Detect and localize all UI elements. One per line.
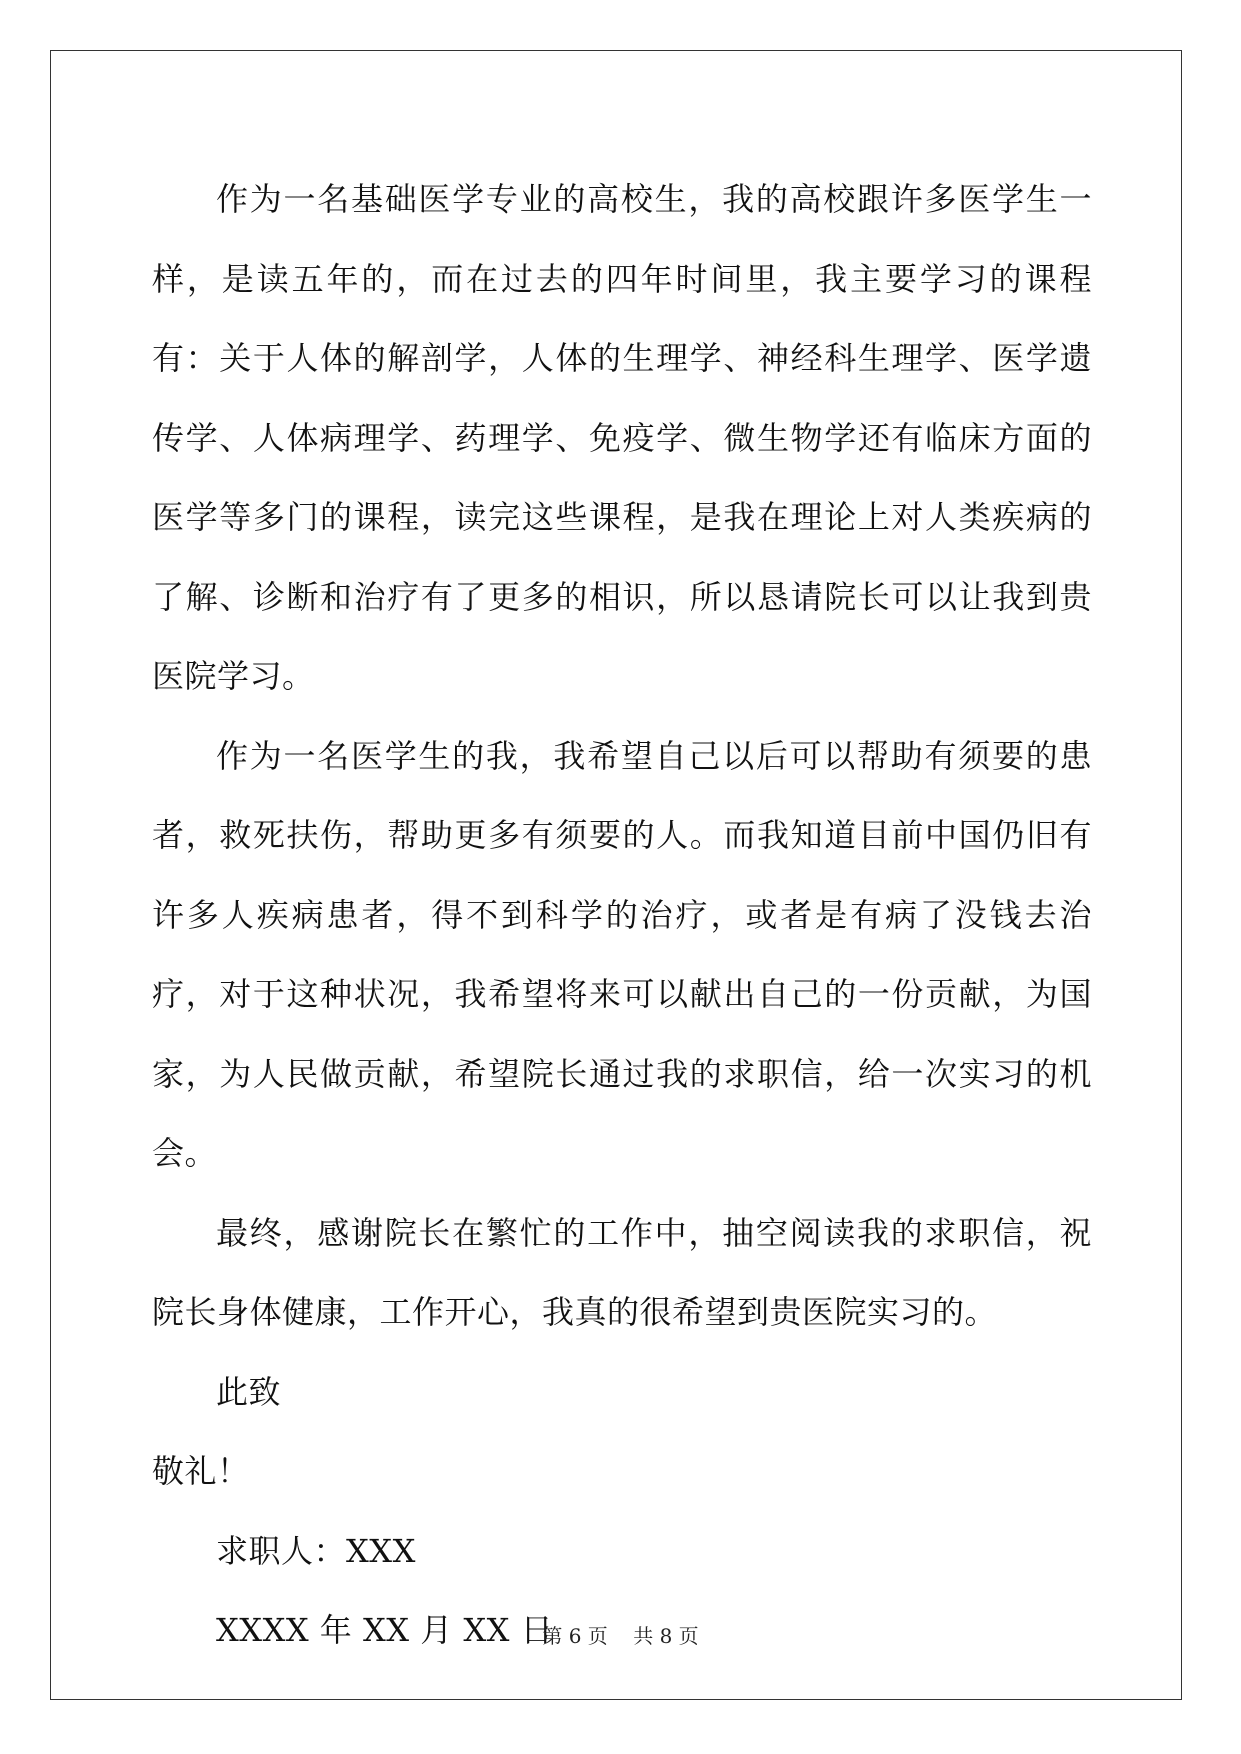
date: XXXX 年 XX 月 XX 日 xyxy=(216,1611,554,1649)
paragraph-education: 作为一名基础医学专业的高校生，我的高校跟许多医学生一样，是读五年的，而在过去的四年时间里，我主要学习的课程有：关于人体的解剖学，人体的生理学、神经科生理学、医学遗传学、人体病理学、药理学、免疫学、微生物学还有临床方面的医学等多门的课程，读完这些课程，是我在理论上对人类疾病的了解、诊断和治疗有了更多的相识，所以恳请院长可以让我到贵医院学习。 xyxy=(152,180,1092,695)
closing-phrase: 此致 xyxy=(216,1372,282,1411)
letter-body xyxy=(152,160,1092,1671)
signature: 求职人：XXX xyxy=(216,1531,416,1570)
salutation: 敬礼！ xyxy=(152,1452,250,1490)
paragraph-aspiration: 作为一名医学生的我，我希望自己以后可以帮助有须要的患者，救死扶伤，帮助更多有须要的人。而我知道目前中国仍旧有许多人疾病患者，得不到科学的治疗，或者是有病了没钱去治疗，对于这种状况，我希望将来可以献出自己的一份贡献，为国家，为人民做贡献，希望院长通过我的求职信，给一次实习的机会。 xyxy=(152,736,1092,1172)
page-number-footer: 第 6 页 共 8 页 xyxy=(542,1624,699,1648)
paragraph-thanks: 最终，感谢院长在繁忙的工作中，抽空阅读我的求职信，祝院长身体健康，工作开心，我真的很希望到贵医院实习的。 xyxy=(152,1213,1092,1331)
